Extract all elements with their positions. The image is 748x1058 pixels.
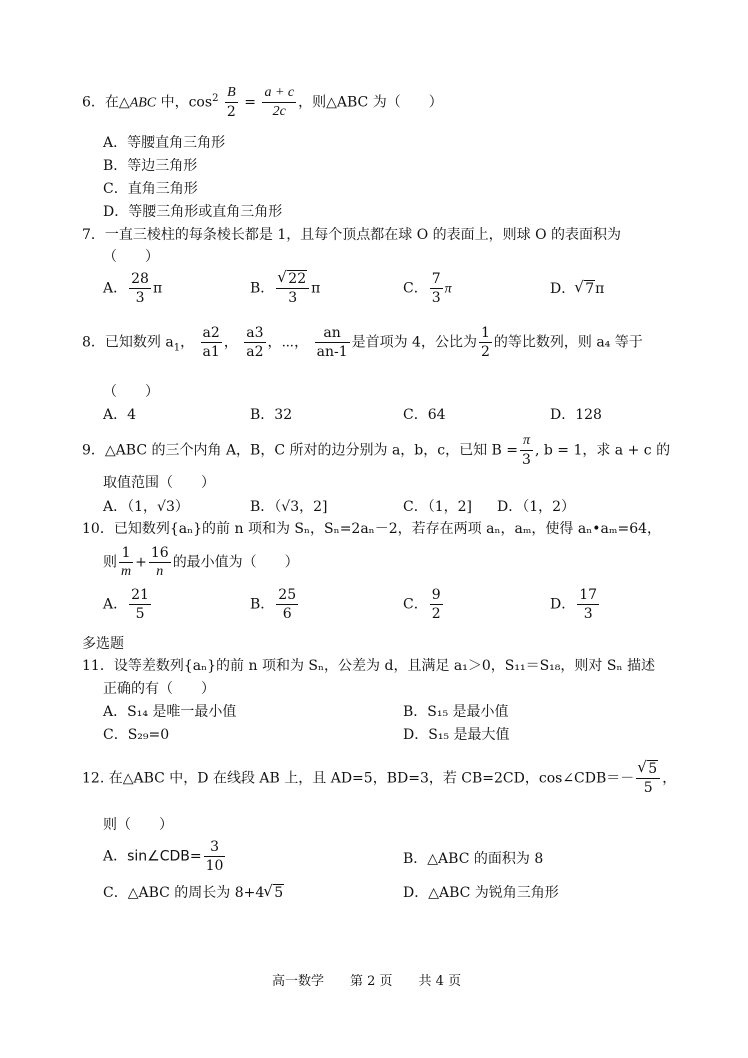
- q7-option-a: A． $\frac{28}{3}$ π: [103, 271, 163, 306]
- q11-line2: 正确的有（ ）: [103, 681, 215, 697]
- q6-option-b: B．等边三角形: [103, 158, 198, 174]
- q7-option-b: B． √ $\frac{22}{3}$ π: [250, 270, 320, 307]
- section-title: 多选题: [82, 636, 124, 652]
- q6-frac-rhs: $\frac{a + c}{2c}$: [264, 85, 295, 119]
- q8-paren: （ ）: [103, 384, 159, 400]
- q6-frac-b: $\frac{B}{2}$: [226, 85, 236, 120]
- q8-option-c: C．64: [403, 407, 446, 423]
- q10-line2: 则 $\frac{1}{m}$ + $\frac{16}{n}$ 的最小值为（ ）: [103, 545, 299, 579]
- q6-stem: 6．在△ABC 中，$\cos^2$ $\frac{B}{2}$ = $\frac{a + c}{2c}$ ，则△ABC 为（ ）: [82, 85, 443, 120]
- q12-stem: 12. 在△ABC 中，D 在线段 AB 上，且 AD=5，BD=3，若 CB=2CD，cos∠CDB＝－ √ $\frac{5}{5}$ ，: [82, 760, 676, 797]
- q9-option-d: D．（1，2）: [497, 499, 576, 515]
- page-footer: 高一数学 第 2 页 共 4 页: [272, 974, 462, 989]
- q11-option-d: D．S₁₅ 是最大值: [403, 727, 510, 743]
- q8-stem: 8．已知数列 $a_1$， $\frac{a2}{a1}$ ， $\frac{a3}{a2}$ ，⋯， $\frac{an}{an-1}$ 是首项为 4，公比为 $\frac{1}{2}$ 的等比数列，则 a₄ 等于: [82, 325, 643, 360]
- q6-option-c: C．直角三角形: [103, 181, 198, 197]
- q11-option-b: B．S₁₅ 是最小值: [403, 704, 509, 720]
- q12-option-c: C．△ABC 的周长为 8+4√ 5: [103, 882, 284, 902]
- q9-option-a: A．（1，√3）: [103, 499, 189, 515]
- q8-option-a: A．4: [103, 407, 137, 423]
- q6-option-a: A．等腰直角三角形: [103, 135, 226, 151]
- q12-option-b: B．△ABC 的面积为 8: [403, 851, 544, 867]
- q12-option-d: D．△ABC 为锐角三角形: [403, 885, 559, 901]
- q8-option-b: B．32: [250, 407, 293, 423]
- q10-option-d: D． $\frac{17}{3}$: [550, 587, 598, 622]
- q6-option-d: D．等腰三角形或直角三角形: [103, 204, 283, 220]
- q10-option-a: A． $\frac{21}{5}$: [103, 587, 149, 622]
- q12-then: 则（ ）: [103, 817, 173, 833]
- q9-line2: 取值范围（ ）: [103, 475, 215, 491]
- q7-option-d: D．√ 7π: [550, 278, 604, 298]
- q10-option-c: C． $\frac{9}{2}$: [403, 587, 441, 622]
- q10-option-b: B． $\frac{25}{6}$: [250, 587, 297, 622]
- q9-option-c: C．（1，2]: [403, 499, 472, 515]
- q11-stem: 11．设等差数列{aₙ}的前 n 项和为 Sₙ，公差为 d，且满足 a₁＞0，S₁₁＝S₁₈，则对 Sₙ 描述: [82, 658, 655, 674]
- q8-option-d: D．128: [550, 407, 602, 423]
- q7-paren: （ ）: [103, 249, 159, 265]
- q10-stem: 10．已知数列{aₙ}的前 n 项和为 Sₙ，Sₙ=2aₙ－2，若存在两项 aₙ，aₘ，使得 aₙ•aₘ=64，: [82, 521, 662, 537]
- q11-option-a: A．S₁₄ 是唯一最小值: [103, 704, 237, 720]
- q11-option-c: C．S₂₉=0: [103, 727, 170, 743]
- q9-stem: 9．△ABC 的三个内角 A，B，C 所对的边分别为 a，b，c，已知 B = $\frac{\pi}{3}$ , b = 1，求 a + c 的: [82, 433, 671, 468]
- q7-stem: 7．一直三棱柱的每条棱长都是 1，且每个顶点都在球 O 的表面上，则球 O 的表面积为: [82, 227, 622, 243]
- q7-option-c: C． $\frac{7}{3}$ π: [403, 271, 452, 306]
- q12-option-a: A．sin∠CDB= $\frac{3}{10}$: [103, 839, 224, 874]
- q9-option-b: B．（√3，2]: [250, 499, 328, 515]
